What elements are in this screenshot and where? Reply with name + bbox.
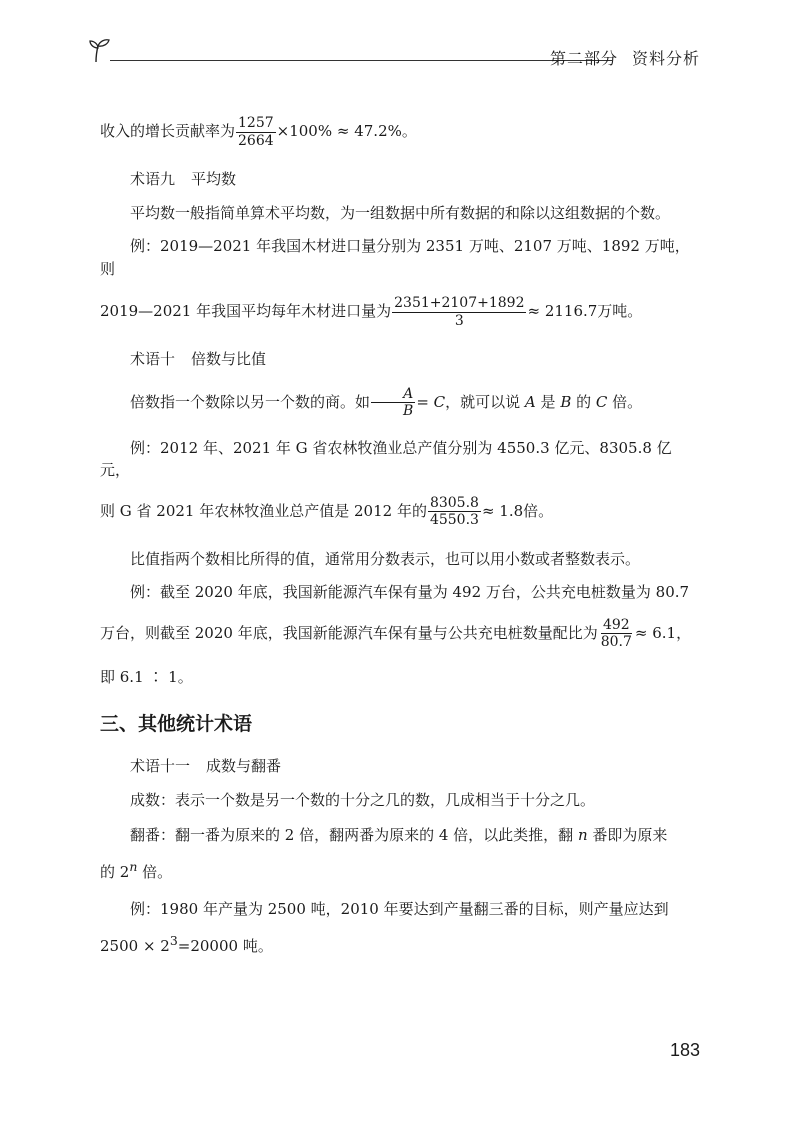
paragraph: 例：2012 年、2021 年 G 省农林牧渔业总产值分别为 4550.3 亿元、8305.8 亿元， <box>100 438 672 479</box>
sprout-icon <box>88 36 116 66</box>
page-header <box>88 36 700 76</box>
term-heading: 术语十 倍数与比值 <box>130 350 267 368</box>
header-section: 资料分析 <box>631 49 700 68</box>
formula-line: 2019—2021 年我国平均每年木材进口量为 $\frac{2351+2107+1892}{3}$ ≈ 2116.7万吨。 <box>100 295 643 329</box>
growth-contribution-line: 收入的增长贡献率为 $\frac{1257}{2664}$ ×100% ≈ 47.2%。 <box>100 115 417 149</box>
running-head <box>536 46 700 69</box>
term-heading: 术语十一 成数与翻番 <box>130 756 282 775</box>
formula-line: 万台，则截至 2020 年底，我国新能源汽车保有量与公共充电桩数量配比为 $\frac{492}{80.7}$ ≈ 6.1， <box>100 616 692 650</box>
section-heading: 三、其他统计术语 <box>100 713 253 735</box>
paragraph: 翻番：翻一番为原来的 2 倍，翻两番为原来的 4 倍，以此类推，翻 n 番即为原来 <box>130 825 668 844</box>
fraction: $\frac{492}{80.7}$ <box>600 616 632 650</box>
paragraph: 例：2019—2021 年我国木材进口量分别为 2351 万吨、2107 万吨、1892 万吨，则 <box>100 237 690 278</box>
paragraph: 的 2$^n$ 倍。 <box>100 859 173 881</box>
header-part: 第二部分 <box>549 49 618 68</box>
paragraph: 平均数一般指简单算术平均数，为一组数据中所有数据的和除以这组数据的个数。 <box>130 203 671 222</box>
page-number: 183 <box>669 1040 700 1060</box>
formula-line: 则 G 省 2021 年农林牧渔业总产值是 2012 年的 $\frac{8305.8}{4550.3}$ ≈ 1.8倍。 <box>100 494 554 528</box>
page-body <box>100 108 700 958</box>
paragraph: 即 6.1 ∶ 1。 <box>100 667 193 686</box>
fraction: $\frac{1257}{2664}$ <box>238 115 274 149</box>
paragraph: 成数：表示一个数是另一个数的十分之几的数，几成相当于十分之几。 <box>130 791 596 809</box>
paragraph: 例：截至 2020 年底，我国新能源汽车保有量为 492 万台，公共充电桩数量为 80.7 <box>130 583 690 601</box>
paragraph: 比值指两个数相比所得的值，通常用分数表示，也可以用小数或者整数表示。 <box>130 549 641 568</box>
paragraph: 例：1980 年产量为 2500 吨，2010 年要达到产量翻三番的目标，则产量应达到 <box>130 899 669 918</box>
paragraph: $2500 \times 2^3=20000$ 吨。 <box>100 933 273 955</box>
formula-line: 倍数指一个数除以另一个数的商。如 $\frac{A}{B}$ = C，就可以说 A 是 B 的 C 倍。 <box>130 385 643 419</box>
fraction: $\frac{A}{B}$ <box>371 386 415 419</box>
fraction: $\frac{8305.8}{4550.3}$ <box>429 494 479 528</box>
fraction: $\frac{2351+2107+1892}{3}$ <box>394 295 525 329</box>
term-heading: 术语九 平均数 <box>130 170 237 188</box>
